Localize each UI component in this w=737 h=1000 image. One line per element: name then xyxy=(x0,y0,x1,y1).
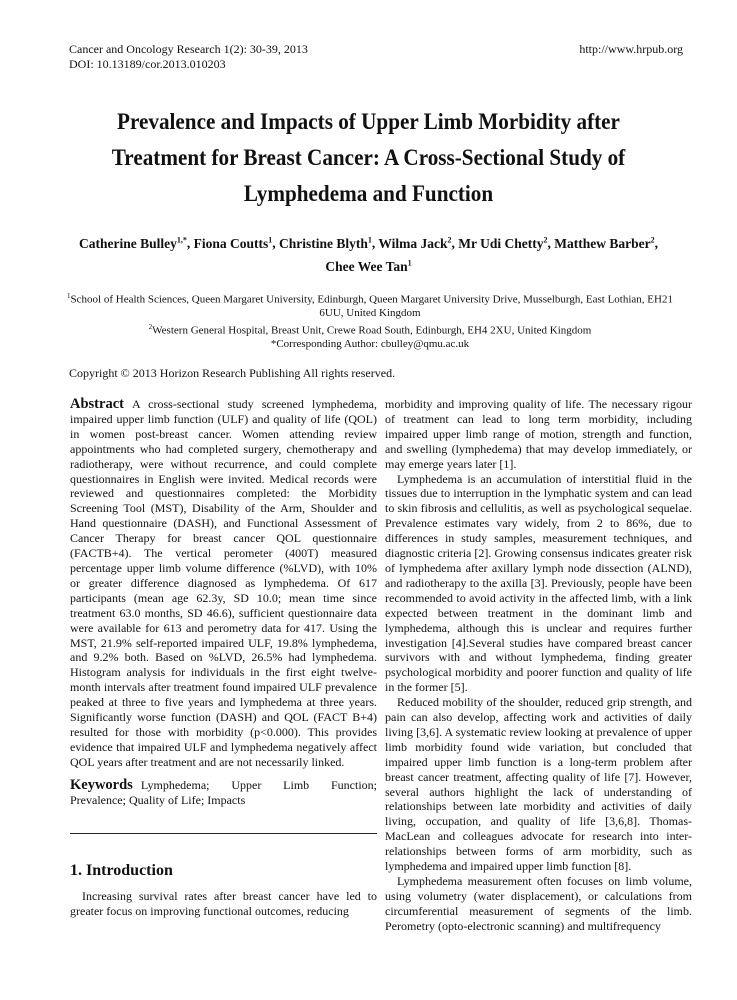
section-heading: 1. Introduction xyxy=(70,862,173,880)
author: Chee Wee Tan$^1$ xyxy=(325,258,412,274)
paragraph: Increasing survival rates after breast cancer have led to greater focus on improving functional outcomes, reducing xyxy=(70,889,377,919)
journal-citation: Cancer and Oncology Research 1(2): 30-39, 2013 xyxy=(69,42,308,56)
paragraph: Lymphedema measurement often focuses on limb volume, using volumetry (water displacement), or calculations from circumferential measurement of segments of the limb. Perometry (opto-electronic scanning) and multifrequency xyxy=(385,874,692,933)
journal-url[interactable]: http://www.hrpub.org xyxy=(579,42,683,56)
paper-title: Prevalence and Impacts of Upper Limb Morbidity after Treatment for Breast Cancer: A Cross-Sectional Study of Lymphedema and Function xyxy=(111,109,626,206)
copyright-notice: Copyright © 2013 Horizon Research Publishing All rights reserved. xyxy=(69,366,396,380)
left-column xyxy=(70,397,377,919)
author: Catherine Bulley$^{1,*}$ xyxy=(78,235,187,251)
author: Mr Udi Chetty$^2$ xyxy=(458,235,548,251)
author: Matthew Barber$^2$ xyxy=(554,235,655,251)
author: Wilma Jack$^2$ xyxy=(378,235,452,251)
paragraph: morbidity and improving quality of life. The necessary rigour of treatment can lead to long term morbidity, including impaired upper limb range of motion, strength and function, and swelling (lymphedema) that may develop immediately, or may emerge years later [1]. xyxy=(385,397,692,471)
author-list: Catherine Bulley$^{1,*}$, Fiona Coutts$^1$, Christine Blyth$^1$, Wilma Jack$^2$, Mr Udi Chetty$^2$, Matthew Barber$^2$, Chee Wee Tan$^1$ xyxy=(78,235,659,274)
running-header xyxy=(69,42,308,72)
right-column xyxy=(385,397,692,934)
corresponding-author: *Corresponding Author: cbulley@qmu.ac.uk xyxy=(270,337,470,350)
author: Fiona Coutts$^1$ xyxy=(193,235,273,251)
section-divider xyxy=(70,833,377,834)
keywords xyxy=(70,778,377,808)
abstract xyxy=(70,397,377,770)
keywords-text: Lymphedema; Upper Limb Function; Prevalence; Quality of Life; Impacts xyxy=(70,777,377,807)
paragraph: Lymphedema is an accumulation of interstitial fluid in the tissues due to interruption in the lymphatic system and can lead to skin fibrosis and cellulitis, as well as psychological sequelae. Prevalence estimates vary widely, from 2 to 86%, due to differences in study samples, measurement techniques, and diagnostic criteria [2]. Growing consensus indicates greater risk of lymphedema after axillary lymph node dissection (ALND), and radiotherapy to the axilla [3]. Previously, people have been recommended to avoid activity in the affected limb, with a link expected between treatment in the dominant limb and lymphedema, although this is unclear and requires further investigation [4].Several studies have compared breast cancer survivors with and without lymphedema, finding greater psychological morbidity and poorer function and quality of life in the former [5]. xyxy=(385,471,692,695)
abstract-text: A cross-sectional study screened lymphedema, impaired upper limb function (ULF) and quality of life (QOL) in women post-breast cancer. Women attending review appointments who had completed surgery, chemotherapy and radiotherapy, were without recurrence, and could complete questionnaires in English were invited. Medical records were reviewed and questionnaires completed: the Morbidity Screening Tool (MST), Disability of the Arm, Shoulder and Hand questionnaire (DASH), and Functional Assessment of Cancer Therapy for breast cancer QOL questionnaire (FACTB+4). The vertical perometer (400T) measured percentage upper limb volume difference (%LVD), with 10% or greater difference diagnosed as lymphedema. Of 617 participants (mean age 62.3y, SD 10.0; mean time since treatment 63.0 months, SD 46.6), sufficient questionnaire data were available for 613 and perometry data for 417. Using the MST, 21.9% self-reported impaired ULF, 19.8% lymphedema, and 9.2% both. Based on %LVD, 26.5% had lymphedema. Histogram analysis for individuals in the first eight twelve-month intervals after treatment found impaired ULF prevalence peaked at three to five years and lymphedema at three years. Significantly worse function (DASH) and QOL (FACT B+4) resulted for those with morbidity (p<0.000). This provides evidence that impaired ULF and lymphedema negatively affect QOL years after treatment and are not necessarily linked. xyxy=(70,397,377,769)
doi: DOI: 10.13189/cor.2013.010203 xyxy=(69,57,226,71)
author: Christine Blyth$^1$ xyxy=(278,235,372,251)
affiliation: $^1$School of Health Sciences, Queen Margaret University, Edinburgh, Queen Margaret University Drive, Musselburgh, East Lothian, EH21 6UU, United Kingdom xyxy=(67,292,673,320)
keywords-label: Keywords xyxy=(70,776,133,793)
paragraph: Reduced mobility of the shoulder, reduced grip strength, and pain can also develop, affecting work and activities of daily living [3,6]. A systematic review looking at prevalence of upper limb morbidity found wide variation, but concluded that impaired upper limb function is a long-term problem after breast cancer treatment, affecting quality of life [7]. However, several authors highlight the lack of understanding of relationships between late morbidity and activities of daily living, occupation, and quality of life [3,6,8]. Thomas-MacLean and colleagues advocate for research into inter-relationships between forms of arm morbidity, such as lymphedema and impaired upper limb function [8]. xyxy=(385,695,692,874)
affiliations xyxy=(65,290,675,351)
abstract-label: Abstract xyxy=(70,396,124,412)
affiliation: $^2$Western General Hospital, Breast Unit, Crewe Road South, Edinburgh, EH4 2XU, United Kingdom xyxy=(148,322,592,337)
